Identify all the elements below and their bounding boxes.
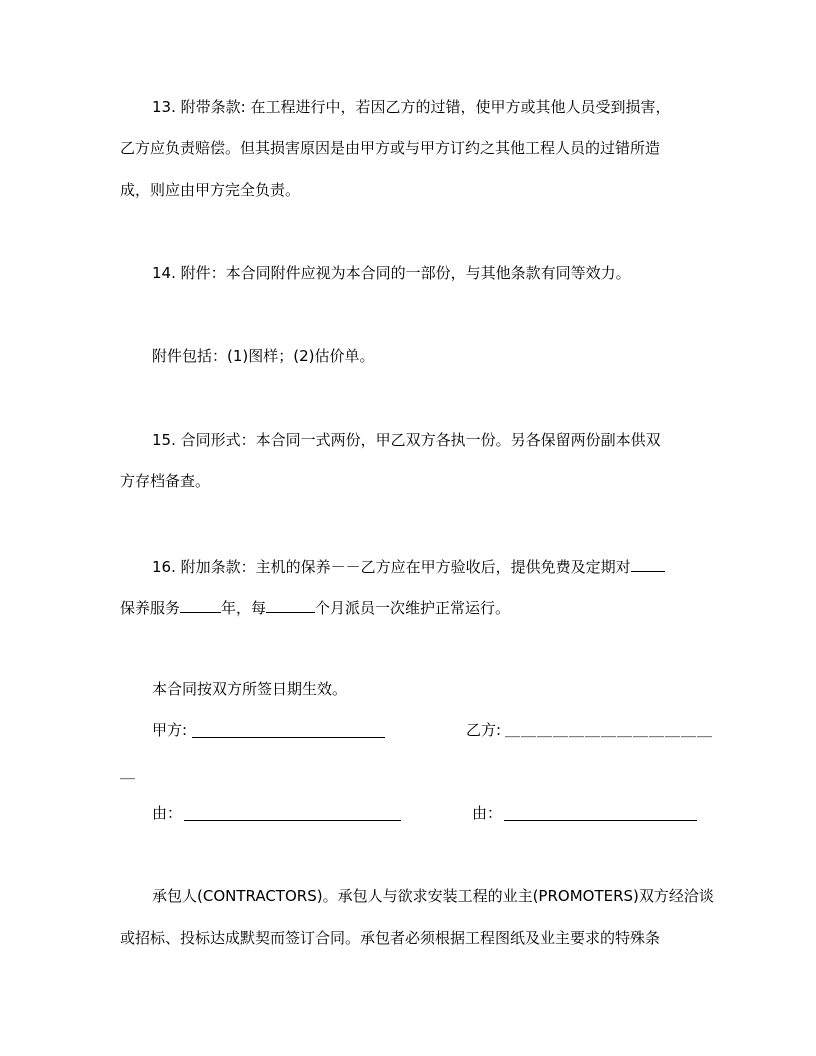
party-b-signature-dashes: ＿＿＿＿＿＿＿＿＿＿＿＿＿ <box>505 721 714 739</box>
clause-13-line-3: 成，则应由甲方完全负责。 <box>120 181 301 199</box>
by-a-label: 由： <box>152 804 183 822</box>
clause-13-line-2: 乙方应负责赔偿。但其损害原因是由甲方或与甲方订约之其他工程人员的过错所造 <box>120 139 661 157</box>
clause-16-text-2b: 年，每 <box>221 599 267 617</box>
clause-16-blank-years <box>180 596 221 613</box>
party-b-label: 乙方: <box>466 721 502 739</box>
by-a-signature-line <box>184 820 401 821</box>
definition-line-2: 或招标、投标达成默契而签订合同。承包者必须根据工程图纸及业主要求的特殊条 <box>120 929 661 947</box>
party-b-signature-overflow: ＿ <box>120 763 136 781</box>
clause-16-text-2a: 保养服务 <box>120 599 181 617</box>
attachments-line: 附件包括：(1)图样；(2)估价单。 <box>152 347 375 365</box>
party-a-label: 甲方: <box>152 721 188 739</box>
effective-date-line: 本合同按双方所签日期生效。 <box>152 680 348 698</box>
party-a-signature-line <box>192 737 385 738</box>
clause-15-line-1: 15. 合同形式：本合同一式两份，甲乙双方各执一份。另各保留两份副本供双 <box>152 431 661 449</box>
clause-15-line-2: 方存档备查。 <box>120 472 211 490</box>
clause-14-line-1: 14. 附件：本合同附件应视为本合同的一部份，与其他条款有同等效力。 <box>152 264 631 282</box>
clause-13-line-1: 13. 附带条款: 在工程进行中，若因乙方的过错，使甲方或其他人员受到损害， <box>152 98 671 116</box>
clause-16-blank-months <box>266 596 315 613</box>
by-b-label: 由： <box>472 804 503 822</box>
clause-16-line-2 <box>120 596 510 618</box>
by-b-signature-line <box>504 820 697 821</box>
clause-16-line-1 <box>152 555 665 577</box>
clause-16-blank-1 <box>631 555 665 572</box>
clause-16-text-2c: 个月派员一次维护正常运行。 <box>315 599 511 617</box>
clause-16-text-1: 16. 附加条款：主机的保养－－乙方应在甲方验收后，提供免费及定期对 <box>152 558 631 576</box>
definition-line-1: 承包人(CONTRACTORS)。承包人与欲求安装工程的业主(PROMOTERS)双方经洽谈 <box>152 887 714 905</box>
